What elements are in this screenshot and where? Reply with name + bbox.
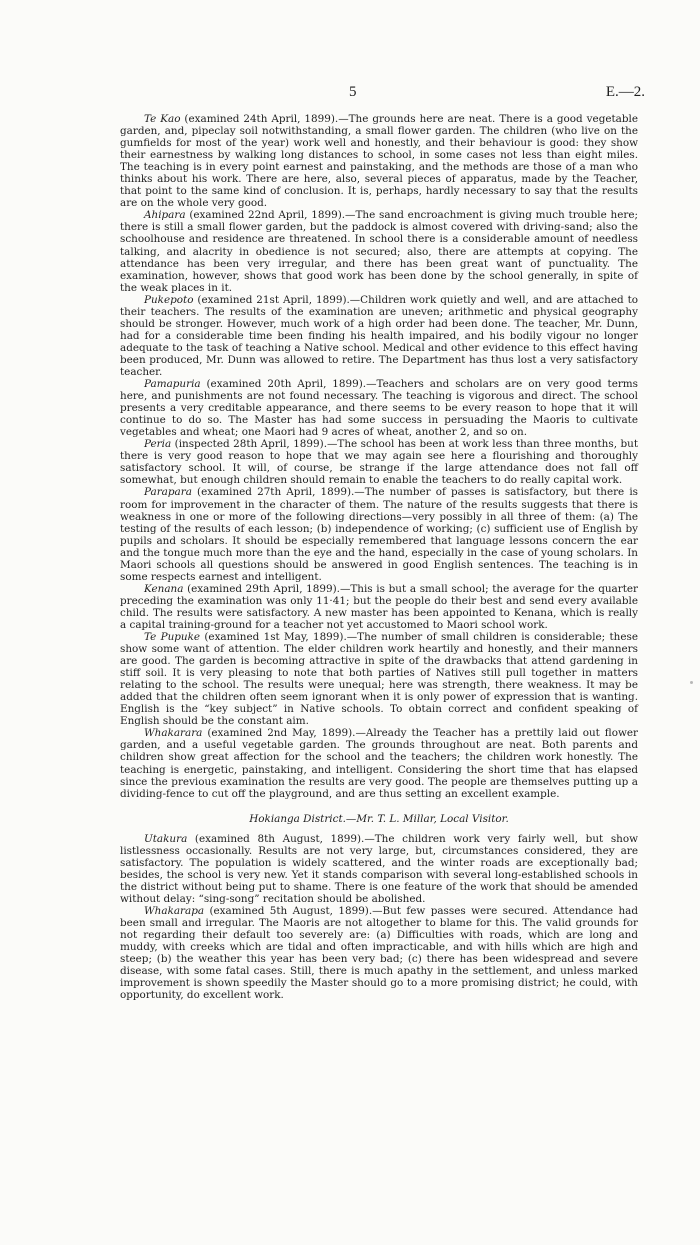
school-report-whakarara xyxy=(120,727,638,799)
district-heading: Hokianga District.—Mr. T. L. Millar, Local Visitor. xyxy=(249,812,509,825)
school-report-te-kao xyxy=(120,113,638,209)
school-report-parapara xyxy=(120,486,638,582)
report-text: (examined 8th August, 1899).—The children work very fairly well, but show listlessness occasionally. Results are not very large, but, circumstances considered, they are satisfactory. The population is widely scattered, and the winter roads are exceptionally bad; besides, the school is very new. Yet it stands comparison with several long-established schools in the district without being put to shame. There is one feature of the work that should be amended without delay: “sing-song” recitation should be abolished. xyxy=(120,832,638,905)
page-number: 5 xyxy=(349,84,357,100)
school-name: Peria xyxy=(144,438,172,451)
school-name: Te Kao xyxy=(144,113,181,125)
report-text: (examined 1st May, 1899).—The number of small children is considerable; these show some want of attention. The elder children work heartily and honestly, and their manners are good. The garden is becoming attractive in spite of the drawbacks that attend gardening in stiff soil. It is very pleasing to note that both parties of Natives still pull together in matters relating to the school. The results were unequal; here was strength, there weakness. It may be added that the children often seem ignorant when it is only power of expression that is wanting. English is the “key subject” in Native schools. To obtain correct and confident speaking of English should be the constant aim. xyxy=(120,631,638,728)
school-name: Ahipara xyxy=(144,209,186,222)
school-name: Kenana xyxy=(144,582,184,595)
school-report-pukepoto xyxy=(120,294,638,378)
school-name: Pukepoto xyxy=(144,293,194,306)
document-reference: E.—2. xyxy=(605,84,645,100)
school-name: Utakura xyxy=(144,832,188,845)
report-text: (examined 20th April, 1899).—Teachers and scholars are on very good terms here, and punishments are not found necessary. The teaching is vigorous and direct. The school presents a very creditable appearance, and there seems to be every reason to hope that it will continue to do so. The Master has had some success in persuading the Maoris to cultivate vegetables and wheat; one Maori had 9 acres of wheat, another 2, and so on. xyxy=(120,378,638,439)
report-text: (examined 24th April, 1899).—The grounds here are neat. There is a good vegetable garden, and, pipeclay soil notwithstanding, a small flower garden. The children (who live on the gumfields for most of the year) work well and honestly, and their behaviour is good: they show their earnestness by walking long distances to school, in some cases not less than eight miles. The teaching is in every point earnest and painstaking, and the methods are those of a man who thinks about his work. There are here, also, several pieces of apparatus, made by the Teacher, that point to the same kind of conclusion. It is, perhaps, hardly necessary to say that the results are on the whole very good. xyxy=(120,113,638,210)
page-header xyxy=(0,84,700,104)
report-text: (inspected 28th April, 1899).—The school has been at work less than three months, but there is very good reason to hope that we may again see here a flourishing and thoroughly satisfactory school. It will, of course, be strange if the large attendance does not fall off somewhat, but enough children should remain to enable the teachers to do really capital work. xyxy=(120,438,638,487)
school-report-ahipara xyxy=(120,209,638,293)
report-text: (examined 5th August, 1899).—But few passes were secured. Attendance had been small and irregular. The Maoris are not altogether to blame for this. The valid grounds for not regarding their default too severely are: (a) Difficulties with roads, which are long and muddy, with creeks which are tidal and often impracticable, and with hills which are high and steep; (b) the weather this year has been very bad; (c) there has been widespread and severe disease, with some fatal cases. Still, there is much apathy in the settlement, and unless marked improvement is shown speedily the Master should go to a more promising district; he could, with opportunity, do excellent work. xyxy=(120,905,638,1002)
report-text: (examined 27th April, 1899).—The number of passes is satisfactory, but there is room for improvement in the character of them. The nature of the results suggests that there is weakness in one or more of the following directions—very possibly in all three of them: (a) The testing of the results of each lesson; (b) independence of working; (c) sufficient use of English by pupils and scholars. It should be especially remembered that language lessons concern the ear and the tongue much more than the eye and the hand, especially in the case of young scholars. In Maori schools all questions should be answered in good English sentences. The teaching is in some respects earnest and intelligent. xyxy=(120,486,638,583)
school-report-te-pupuke xyxy=(120,631,638,727)
school-report-utakura xyxy=(120,833,638,905)
report-text: (examined 2nd May, 1899).—Already the Teacher has a prettily laid out flower garden, and a useful vegetable garden. The grounds throughout are neat. Both parents and children show great affection for the school and the teachers; the children work honestly. The teaching is energetic, painstaking, and intelligent. Considering the short time that has elapsed since the previous examination the results are very good. The people are themselves putting up a dividing-fence to cut off the playground, and are thus setting an excellent example. xyxy=(120,727,638,800)
report-body xyxy=(120,113,638,1001)
report-text: (examined 22nd April, 1899).—The sand encroachment is giving much trouble here; there is still a small flower garden, but the paddock is almost covered with driving-sand; also the schoolhouse and residence are threatened. In school there is a considerable amount of needless talking, and alacrity in obedience is not secured; also, there are attempts at copying. The attendance has been very irregular, and there has been great want of punctuality. The examination, however, shows that good work has been done by the school generally, in spite of the weak places in it. xyxy=(120,209,638,294)
school-report-peria xyxy=(120,438,638,486)
school-name: Whakarapa xyxy=(144,905,205,917)
school-report-pamapuria xyxy=(120,378,638,438)
report-text: (examined 29th April, 1899).—This is but a small school; the average for the quarter preceding the examination was only 11·41; but the people do their best and send every available child. The results were satisfactory. A new master has been appointed to Kenana, which is really a capital training-ground for a teacher not yet accustomed to Maori school work. xyxy=(120,582,638,631)
school-name: Parapara xyxy=(144,486,192,499)
report-text: (examined 21st April, 1899).—Children work quietly and well, and are attached to their teachers. The results of the examination are uneven; arithmetic and physical geography should be stronger. However, much work of a high order had been done. The teacher, Mr. Dunn, had for a considerable time been finding his health impaired, and his bodily vigour no longer adequate to the task of teaching a Native school. Medical and other evidence to this effect having been produced, Mr. Dunn was allowed to retire. The Department has thus lost a very satisfactory teacher. xyxy=(120,293,638,378)
margin-speck xyxy=(690,681,693,684)
school-report-kenana xyxy=(120,583,638,631)
school-report-whakarapa xyxy=(120,905,638,1001)
school-name: Pamapuria xyxy=(144,378,201,391)
school-name: Whakarara xyxy=(144,727,203,740)
school-name: Te Pupuke xyxy=(144,631,201,644)
